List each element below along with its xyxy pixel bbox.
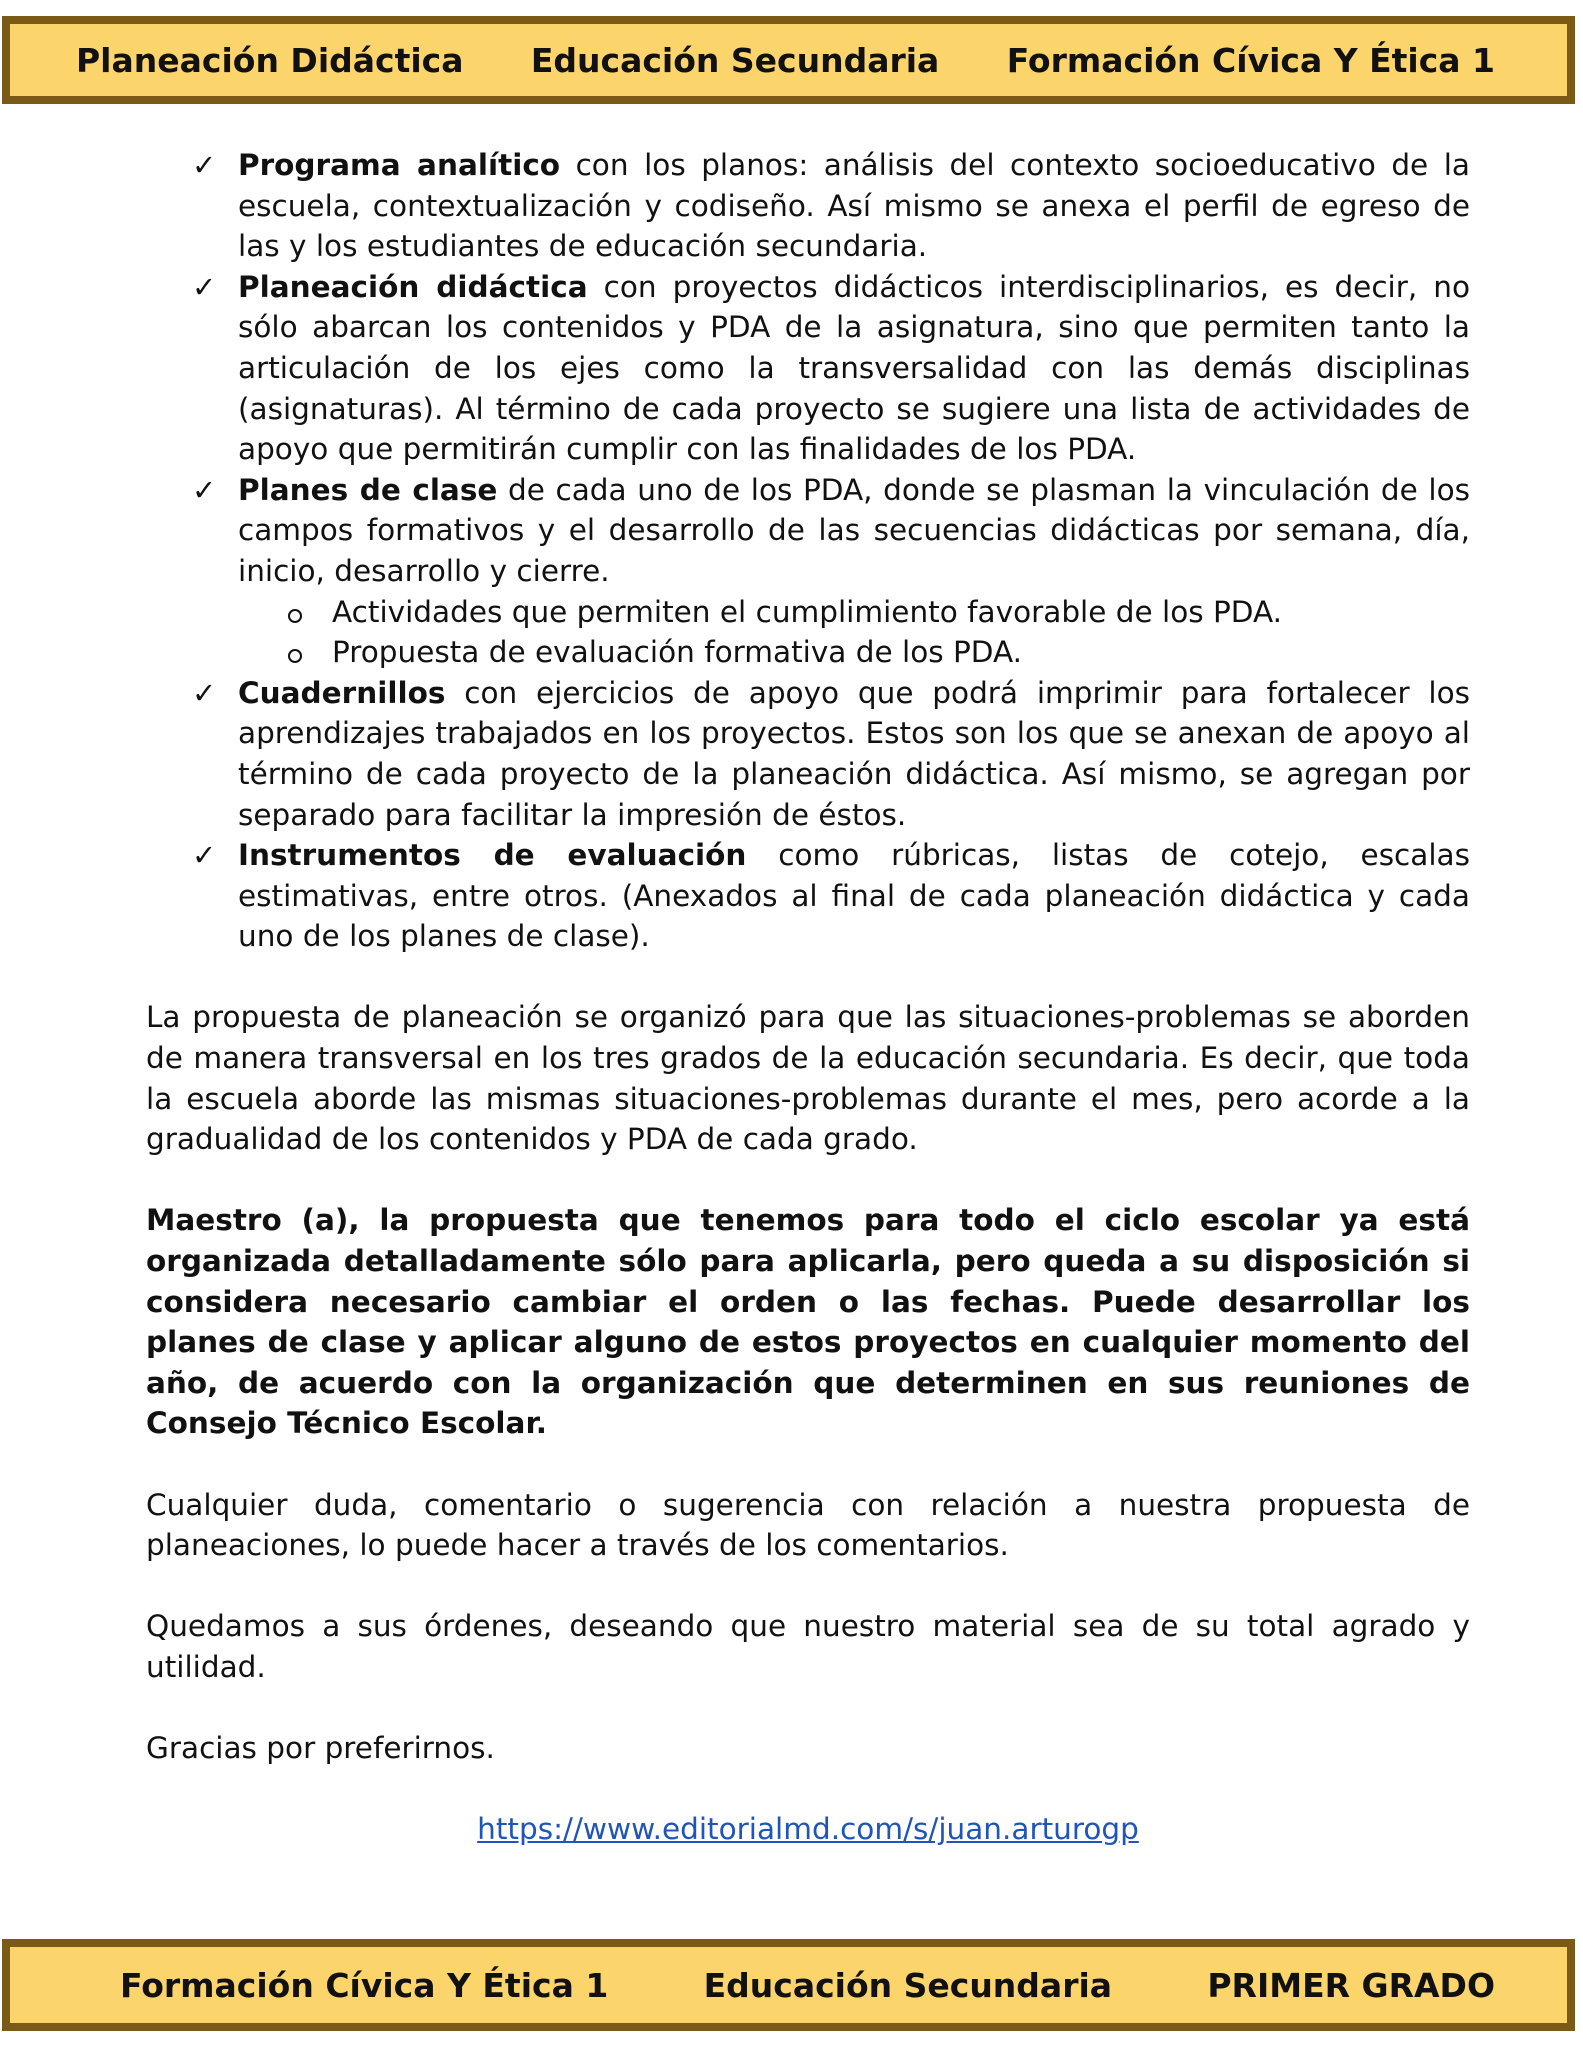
link-line	[146, 1809, 1470, 1850]
header-band	[2, 16, 1575, 104]
checklist-item-text: con proyectos didácticos interdisciplinarios, es decir, no sólo abarcan los contenidos y PDA de la asignatura, sino que permiten tanto la articulación de los ejes como la transversalidad con las demás disciplinas (asignaturas). Al término de cada proyecto se sugiere una lista de actividades de apoyo que permitirán cumplir con las finalidades de los PDA.	[238, 269, 1470, 467]
paragraph-questions: Cualquier duda, comentario o sugerencia con relación a nuestra propuesta de planeaciones, lo puede hacer a través de los comentarios.	[146, 1487, 1470, 1563]
editorial-link[interactable]: https://www.editorialmd.com/s/juan.arturogp	[477, 1812, 1139, 1847]
checklist-item-programa-analitico	[238, 145, 1470, 267]
page-content	[146, 145, 1470, 1850]
footer-center-title: Educación Secundaria	[703, 1965, 1113, 2005]
checklist-item-instrumentos-de-evaluacion	[238, 835, 1470, 957]
deliverables-checklist	[146, 145, 1470, 957]
sublist-item: Propuesta de evaluación formativa de los PDA.	[332, 632, 1470, 673]
checklist-item-cuadernillos	[238, 673, 1470, 835]
footer-left-title: Formación Cívica Y Ética 1	[120, 1965, 609, 2005]
paragraph-organization: La propuesta de planeación se organizó para que las situaciones-problemas se aborden de manera transversal en los tres grados de la educación secundaria. Es decir, que toda la escuela aborde las mismas situaciones-problemas durante el mes, pero acorde a la gradualidad de los contenidos y PDA de cada grado.	[146, 1000, 1470, 1157]
sublist-item: Actividades que permiten el cumplimiento favorable de los PDA.	[332, 592, 1470, 633]
checklist-item-title: Instrumentos de evaluación	[238, 838, 747, 873]
planes-de-clase-sublist	[238, 592, 1470, 673]
footer-right-title: PRIMER GRADO	[1207, 1965, 1495, 2005]
checklist-item-title: Cuadernillos	[238, 675, 446, 710]
checklist-item-title: Programa analítico	[238, 148, 561, 182]
header-center-title: Educación Secundaria	[530, 40, 940, 80]
checklist-item-text: de cada uno de los PDA, donde se plasman la vinculación de los campos formativos y el desarrollo de las secuencias didácticas por semana, día, inicio, desarrollo y cierre.	[238, 472, 1471, 588]
checklist-item-text: como rúbricas, listas de cotejo, escalas estimativas, entre otros. (Anexados al final de cada planeación didáctica y cada uno de los planes de clase).	[238, 838, 1470, 954]
paragraph-teacher-note: Maestro (a), la propuesta que tenemos para todo el ciclo escolar ya está organizada detalladamente sólo para aplicarla, pero queda a su disposición si considera necesario cambiar el orden o las fechas. Puede desarrollar los planes de clase y aplicar alguno de estos proyectos en cualquier momento del año, de acuerdo con la organización que determinen en sus reuniones de Consejo Técnico Escolar.	[146, 1203, 1470, 1441]
checklist-item-title: Planes de clase	[238, 472, 498, 507]
paragraph-thanks: Gracias por preferirnos.	[146, 1731, 495, 1766]
checklist-item-text: con ejercicios de apoyo que podrá imprimir para fortalecer los aprendizajes trabajados en los proyectos. Estos son los que se anexan de apoyo al término de cada proyecto de la planeación didáctica. Así mismo, se agregan por separado para facilitar la impresión de éstos.	[238, 675, 1470, 832]
checklist-item-title: Planeación didáctica	[238, 269, 588, 304]
footer-band	[2, 1939, 1575, 2031]
paragraph-closing: Quedamos a sus órdenes, deseando que nuestro material sea de su total agrado y utilidad.	[146, 1609, 1470, 1684]
checklist-item-text: con los planos: análisis del contexto socioeducativo de la escuela, contextualización y codiseño. Así mismo se anexa el perfil de egreso de las y los estudiantes de educación secundaria.	[238, 148, 1470, 264]
checklist-item-planeacion-didactica	[238, 267, 1470, 470]
checklist-item-planes-de-clase	[238, 470, 1470, 673]
header-right-title: Formación Cívica Y Ética 1	[1006, 40, 1495, 80]
header-left-title: Planeación Didáctica	[76, 40, 464, 80]
